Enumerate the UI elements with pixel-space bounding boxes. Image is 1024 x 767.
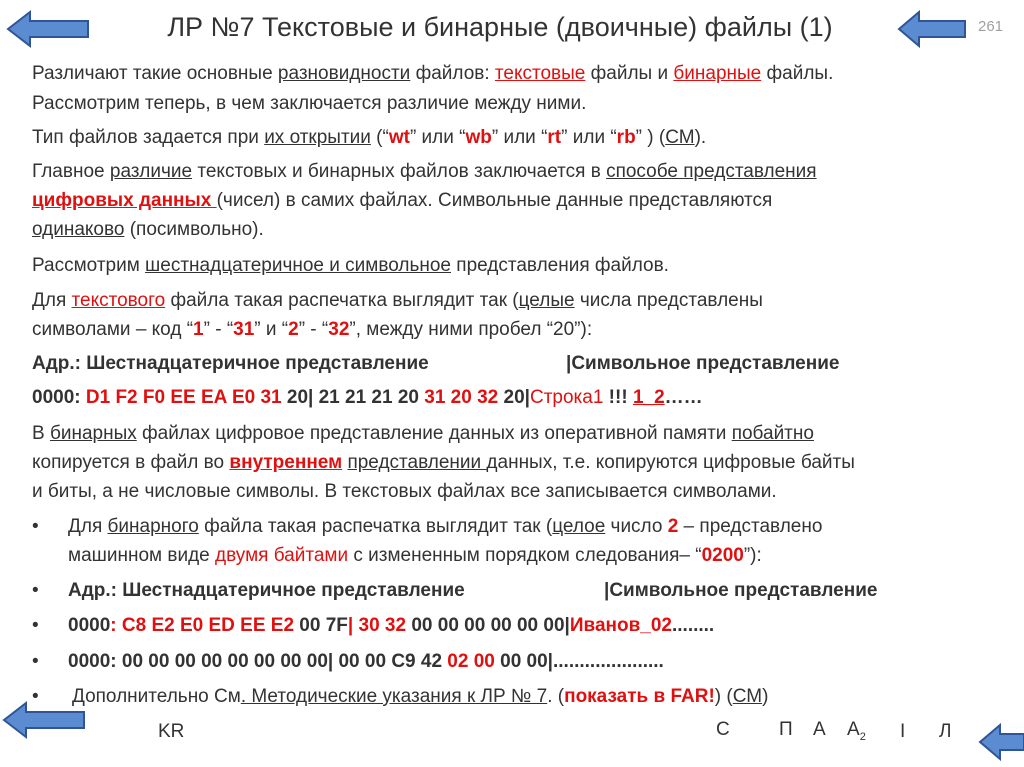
text-line: цифровых данных (чисел) в самих файлах. Символьные данные представляются (32, 190, 773, 211)
nav-link-a[interactable]: А (813, 719, 826, 740)
text-line: машинном виде двумя байтами с измененным порядком следования– “0200”): (68, 545, 762, 566)
text-line: Адр.: Шестнадцатеричное представление (32, 353, 429, 374)
text-line: 0000: 00 00 00 00 00 00 00 00| 00 00 C9 42 02 00 00 00|..................... (68, 651, 664, 672)
text-line: Адр.: Шестнадцатеричное представление (68, 580, 465, 601)
bullet: • (32, 580, 39, 601)
text-line: и биты, а не числовые символы. В текстовых файлах все записывается символами. (32, 481, 777, 502)
text-line: |Символьное представление (566, 353, 840, 374)
text-line: одинаково (посимвольно). (32, 219, 264, 240)
text-line: Дополнительно См. Методические указания к ЛР № 7. (показать в FAR!) (СМ) (72, 686, 769, 707)
back-arrow-icon[interactable] (6, 9, 90, 49)
text-line: В бинарных файлах цифровое представление данных из оперативной памяти побайтно (32, 423, 814, 444)
text-line: Для бинарного файла такая распечатка выглядит так (целое число 2 – представлено (68, 516, 823, 537)
bullet: • (32, 516, 39, 537)
nav-link-i[interactable]: I (900, 721, 906, 742)
bullet: • (32, 615, 39, 636)
text-line: |Символьное представление (604, 580, 878, 601)
text-line: Для текстового файла такая распечатка выглядит так (целые числа представлены (32, 290, 763, 311)
text-line: Главное различие текстовых и бинарных файлов заключается в способе представления (32, 161, 817, 182)
nav-link-l[interactable]: Л (939, 721, 952, 742)
page-title: ЛР №7 Текстовые и бинарные (двоичные) файлы (1) (167, 12, 833, 42)
nav-link-kr[interactable]: KR (158, 721, 185, 742)
text-line: символами – код “1” - “31” и “2” - “32”, между ними пробел “20”): (32, 319, 593, 340)
bullet: • (32, 686, 39, 707)
text-line: копируется в файл во внутреннем представлении данных, т.е. копируются цифровые байты (32, 452, 855, 473)
text-line: Рассмотрим теперь, в чем заключается различие между ними. (32, 93, 587, 114)
text-line: Тип файлов задается при их открытии (“wt” или “wb” или “rt” или “rb” ) (СМ). (32, 127, 707, 148)
text-line: 0000: D1 F2 F0 EE EA E0 31 20| 21 21 21 20 31 20 32 20|Строка1 !!! 1_2…… (32, 387, 703, 408)
back-arrow-icon[interactable] (897, 9, 967, 49)
back-arrow-icon[interactable] (978, 722, 1024, 762)
page-number: 261 (978, 18, 1004, 35)
text-line: 0000: C8 E2 E0 ED EE E2 00 7F| 30 32 00 00 00 00 00 00|Иванов_02........ (68, 615, 715, 636)
bullet: • (32, 651, 39, 672)
nav-link-a2[interactable]: $А_2$ (847, 719, 866, 743)
back-arrow-icon[interactable] (2, 700, 86, 740)
nav-link-c[interactable]: С (716, 719, 730, 740)
nav-link-p[interactable]: П (779, 719, 793, 740)
text-line: Различают такие основные разновидности файлов: текстовые файлы и бинарные файлы. (32, 63, 834, 84)
text-line: Рассмотрим шестнадцатеричное и символьное представления файлов. (32, 255, 669, 276)
